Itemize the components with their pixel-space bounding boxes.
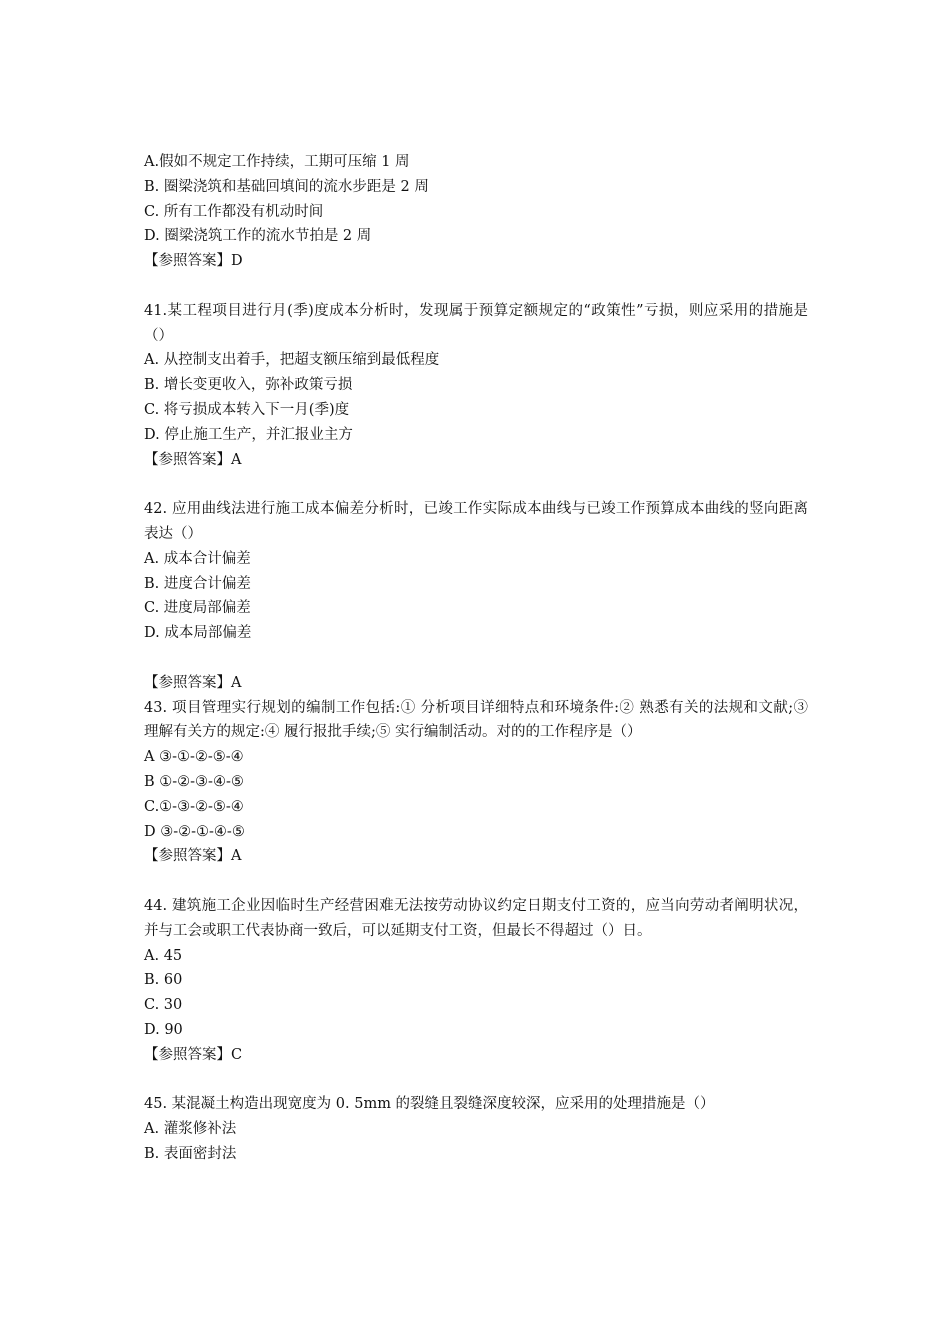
question-40 [144, 150, 808, 274]
option-c: C.①-③-②-⑤-④ [144, 798, 244, 815]
spacer [144, 1067, 808, 1092]
question-stem: 43. 项目管理实行规划的编制工作包括:① 分析项目详细特点和环境条件:② 熟悉有关的法规和文献;③ 理解有关方的规定:④ 履行报批手续;⑤ 实行编制活动。对的的工作程序是（） [144, 699, 808, 741]
spacer [144, 869, 808, 894]
option-b: B ①-②-③-④-⑤ [144, 773, 244, 790]
document-body [144, 150, 808, 1167]
option-a: A. 从控制支出着手，把超支额压缩到最低程度 [144, 352, 440, 369]
option-d: D. 停止施工生产，并汇报业主方 [144, 426, 353, 443]
option-d: D ③-②-①-④-⑤ [144, 823, 245, 840]
question-44 [144, 894, 808, 1068]
option-b: B. 60 [144, 972, 183, 989]
option-c: C. 所有工作都没有机动时间 [144, 203, 324, 220]
option-c: C. 进度局部偏差 [144, 600, 251, 617]
reference-answer: 【参照答案】A [144, 848, 242, 865]
question-stem: 45. 某混凝土构造出现宽度为 0. 5mm 的裂缝且裂缝深度较深，应采用的处理措施是（） [144, 1096, 715, 1113]
spacer [144, 646, 808, 671]
question-stem: 41.某工程项目进行月(季)度成本分析时，发现属于预算定额规定的“政策性”亏损，则应采用的措施是（） [144, 302, 808, 344]
option-a: A. 45 [144, 947, 183, 964]
option-b: B. 进度合计偏差 [144, 575, 251, 592]
question-43 [144, 696, 808, 870]
option-b: B. 增长变更收入，弥补政策亏损 [144, 377, 353, 394]
option-b: B. 表面密封法 [144, 1145, 237, 1162]
option-d: D. 成本局部偏差 [144, 625, 252, 642]
spacer [144, 274, 808, 299]
option-a: A. 成本合计偏差 [144, 550, 251, 567]
spacer [144, 472, 808, 497]
reference-answer: 【参照答案】D [144, 253, 243, 270]
reference-answer: 【参照答案】A [144, 674, 242, 691]
question-41 [144, 299, 808, 473]
option-a: A.假如不规定工作持续，工期可压缩 1 周 [144, 154, 410, 170]
question-stem: 42. 应用曲线法进行施工成本偏差分析时，已竣工作实际成本曲线与已竣工作预算成本曲线的竖向距离表达（） [144, 501, 808, 542]
question-45 [144, 1092, 808, 1166]
option-c: C. 30 [144, 997, 183, 1014]
option-b: B. 圈梁浇筑和基础回填间的流水步距是 2 周 [144, 178, 429, 195]
option-d: D. 圈梁浇筑工作的流水节拍是 2 周 [144, 228, 372, 245]
option-c: C. 将亏损成本转入下一月(季)度 [144, 401, 350, 418]
question-stem: 44. 建筑施工企业因临时生产经营困难无法按劳动协议约定日期支付工资的，应当向劳动者阐明状况，并与工会或职工代表协商一致后，可以延期支付工资，但最长不得超过（）日。 [144, 897, 808, 939]
option-a: A ③-①-②-⑤-④ [144, 749, 244, 766]
question-42 [144, 497, 808, 695]
option-a: A. 灌浆修补法 [144, 1121, 237, 1138]
reference-answer: 【参照答案】A [144, 451, 242, 468]
option-d: D. 90 [144, 1021, 183, 1038]
reference-answer: 【参照答案】C [144, 1046, 243, 1063]
